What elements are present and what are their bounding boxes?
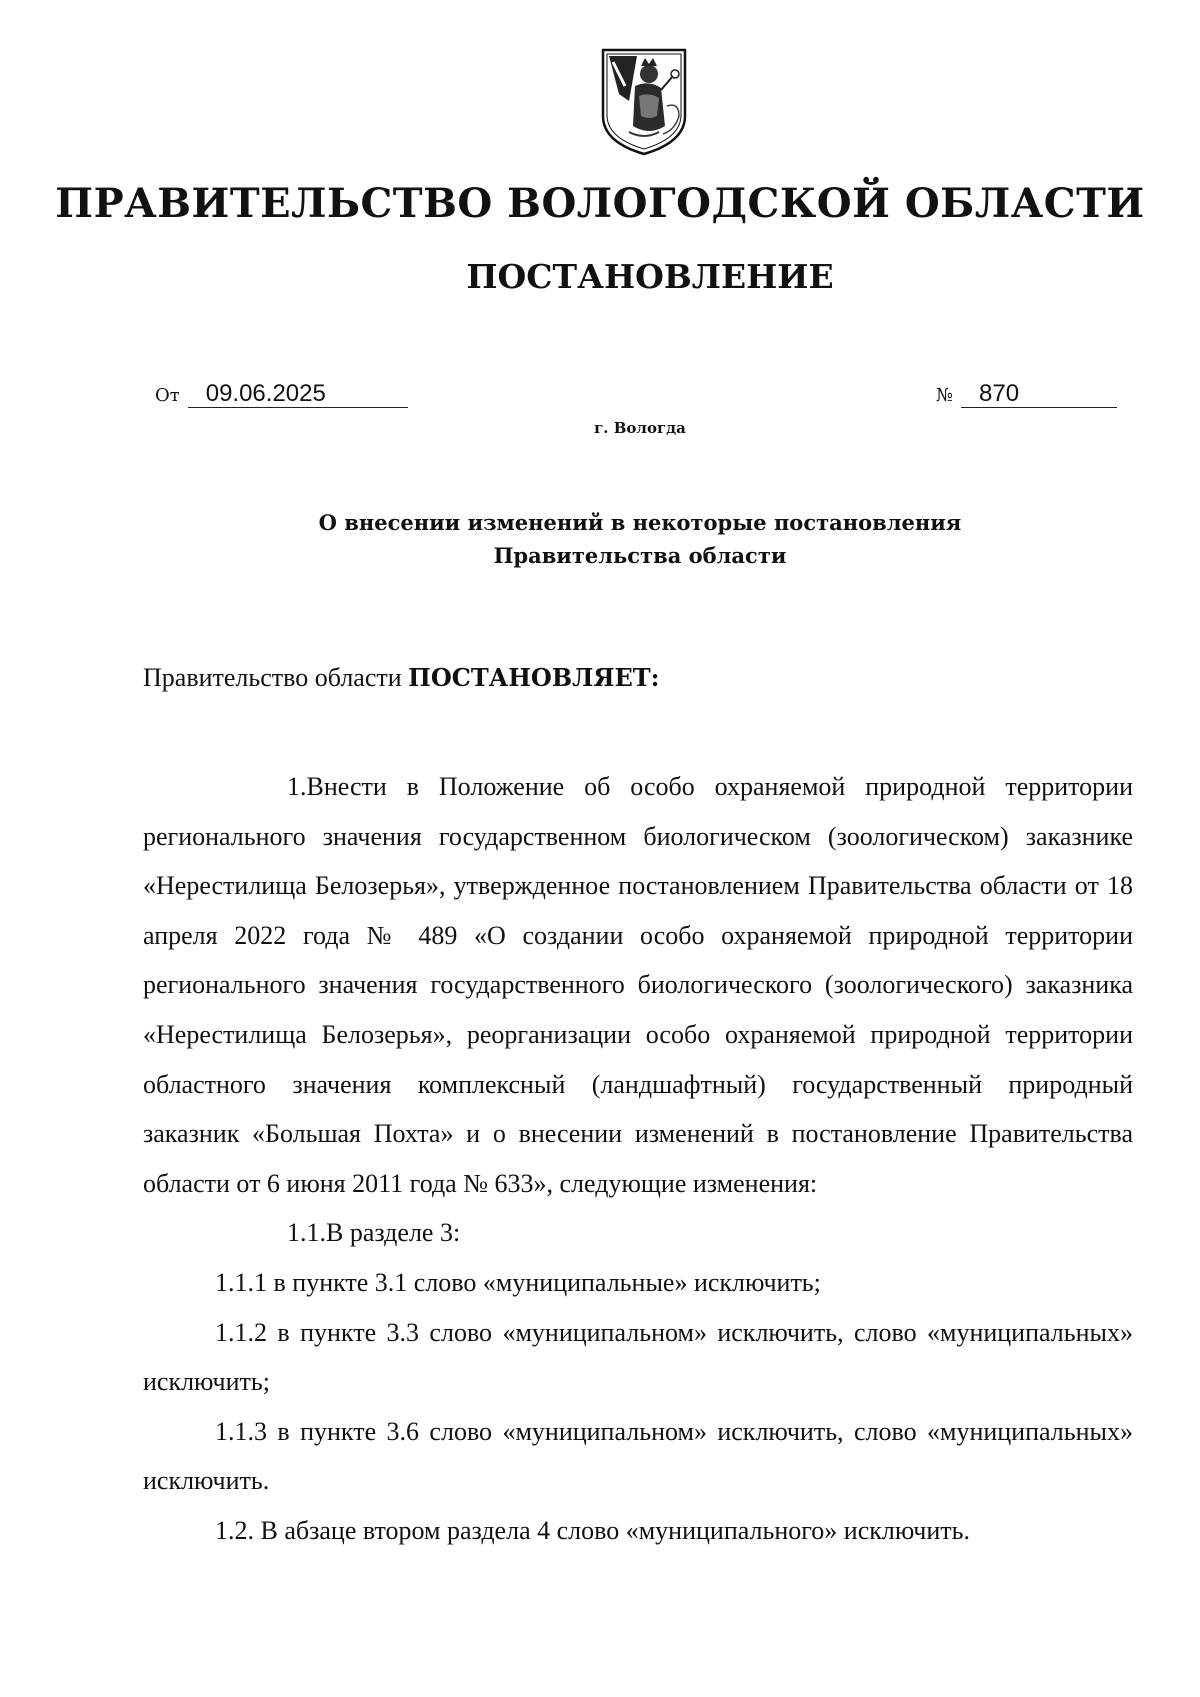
paragraph-1-1-1: 1.1.1 в пункте 3.1 слово «муниципальные» исключить; — [215, 1267, 821, 1297]
paragraph-1-2: 1.2. В абзаце втором раздела 4 слово «муниципального» исключить. — [215, 1515, 970, 1545]
paragraph-1 — [143, 762, 1133, 1208]
intro-text: Правительство области — [143, 663, 409, 692]
paragraph-1-1-2: 1.1.2 в пункте 3.3 слово «муниципальном» исключить, слово «муниципальных» исключить; — [143, 1317, 1133, 1397]
document-subject — [0, 506, 1200, 572]
subject-line-1: О внесении изменений в некоторые постановления — [318, 510, 962, 535]
date-prefix: От — [155, 385, 180, 406]
paragraph-1-text: Внести в Положение об особо охраняемой природной территории регионального значения государственном биологическом (зоологическом) заказнике «Нерестилища Белозерья», утвержденное постановлением Правительства области от 18 апреля 2022 года № 489 «О создании особо охраняемой природной территории регионального значения государственного биологического (зоологического) заказника «Нерестилища Белозерья», реорганизации особо охраняемой природной территории областного значения комплексный (ландшафтный) государственный природный заказник «Большая Похта» и о внесении изменений в постановление Правительства области от 6 июня 2011 года № 633», следующие изменения: — [143, 772, 1133, 1198]
paragraph-1-1 — [143, 1208, 1133, 1258]
city-label: г. Вологда — [594, 419, 686, 437]
paragraph-1-1-text: В разделе 3: — [326, 1218, 461, 1248]
document-type-title: ПОСТАНОВЛЕНИЕ — [466, 257, 834, 296]
intro-emphasis: ПОСТАНОВЛЯЕТ: — [408, 663, 660, 692]
document-body — [143, 762, 1133, 1556]
organization-title: ПРАВИТЕЛЬСТВО ВОЛОГОДСКОЙ ОБЛАСТИ — [55, 180, 1145, 227]
document-date-field — [155, 380, 408, 408]
document-number-field — [936, 380, 1117, 408]
resolution-intro — [143, 663, 660, 693]
item-number-1-1: 1.1. — [287, 1218, 326, 1248]
document-date: 09.06.2025 — [188, 381, 408, 408]
item-number-1: 1. — [287, 772, 307, 801]
coat-of-arms-emblem — [599, 46, 689, 158]
number-prefix: № — [936, 385, 954, 406]
subject-line-2: Правительства области — [493, 543, 787, 568]
paragraph-1-1-3: 1.1.3 в пункте 3.6 слово «муниципальном» исключить, слово «муниципальных» исключить. — [143, 1416, 1133, 1496]
document-number: 870 — [961, 381, 1117, 408]
